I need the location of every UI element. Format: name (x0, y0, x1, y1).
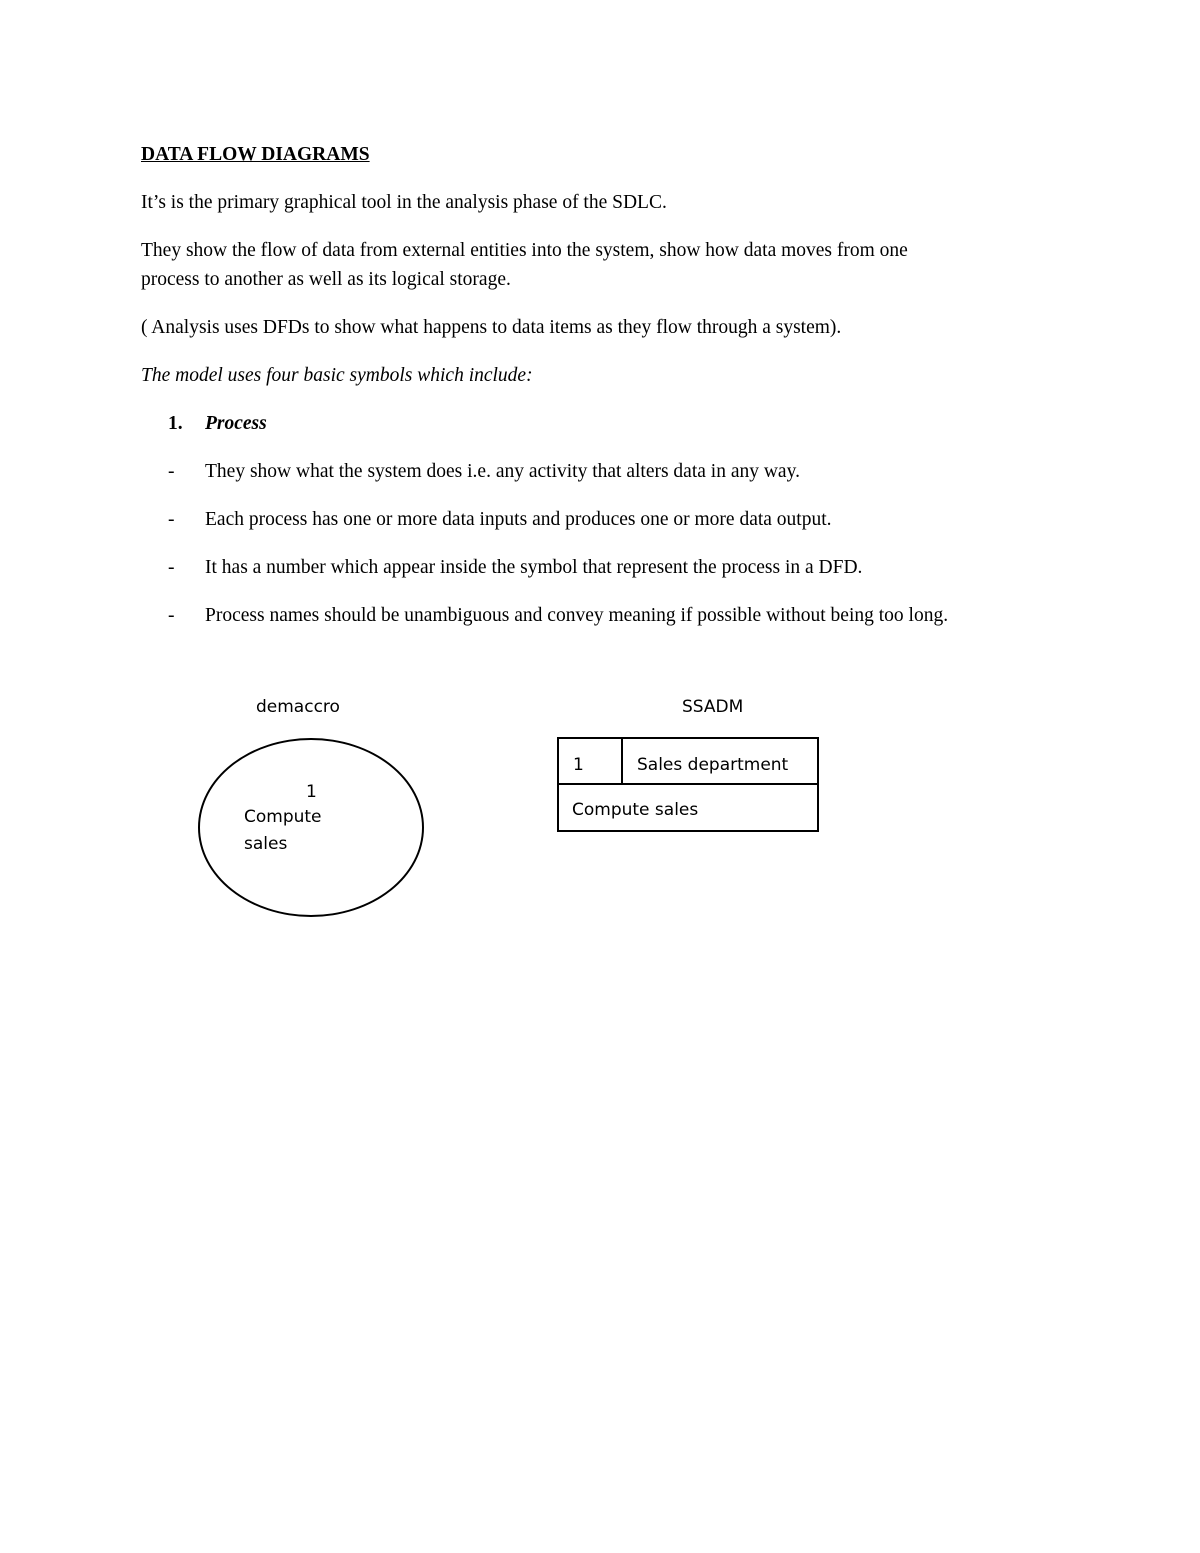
ssadm-divider-vertical (621, 739, 623, 784)
bullet-marker: - (168, 509, 175, 530)
paragraph-analysis: ( Analysis uses DFDs to show what happens to data items as they flow through a system). (141, 317, 842, 338)
list-heading-process: Process (205, 413, 267, 434)
ssadm-process-location: Sales department (637, 755, 789, 775)
paragraph-definition: It’s is the primary graphical tool in the analysis phase of the SDLC. (141, 192, 667, 213)
bullet-marker: - (168, 605, 175, 626)
list-number: 1. (168, 413, 183, 434)
ssadm-divider-horizontal (559, 783, 817, 785)
ssadm-process-name: Compute sales (572, 800, 699, 820)
demaccro-process-number: 1 (306, 782, 317, 802)
paragraph-symbols-intro: The model uses four basic symbols which include: (141, 365, 533, 386)
ssadm-label: SSADM (682, 697, 744, 717)
demaccro-label: demaccro (256, 697, 340, 717)
bullet-marker: - (168, 461, 175, 482)
document-title: DATA FLOW DIAGRAMS (141, 144, 370, 165)
paragraph-flow-line2: process to another as well as its logical storage. (141, 269, 511, 290)
demaccro-process-ellipse (198, 738, 424, 917)
bullet-marker: - (168, 557, 175, 578)
demaccro-process-name-line2: sales (244, 834, 288, 854)
bullet-item: Each process has one or more data inputs and produces one or more data output. (205, 509, 832, 530)
paragraph-flow-line1: They show the flow of data from external entities into the system, show how data moves from one (141, 240, 908, 261)
bullet-item: They show what the system does i.e. any activity that alters data in any way. (205, 461, 800, 482)
ssadm-process-number: 1 (573, 755, 584, 775)
demaccro-process-name-line1: Compute (244, 807, 322, 827)
bullet-item: Process names should be unambiguous and convey meaning if possible without being too long. (205, 605, 949, 626)
bullet-item: It has a number which appear inside the symbol that represent the process in a DFD. (205, 557, 863, 578)
